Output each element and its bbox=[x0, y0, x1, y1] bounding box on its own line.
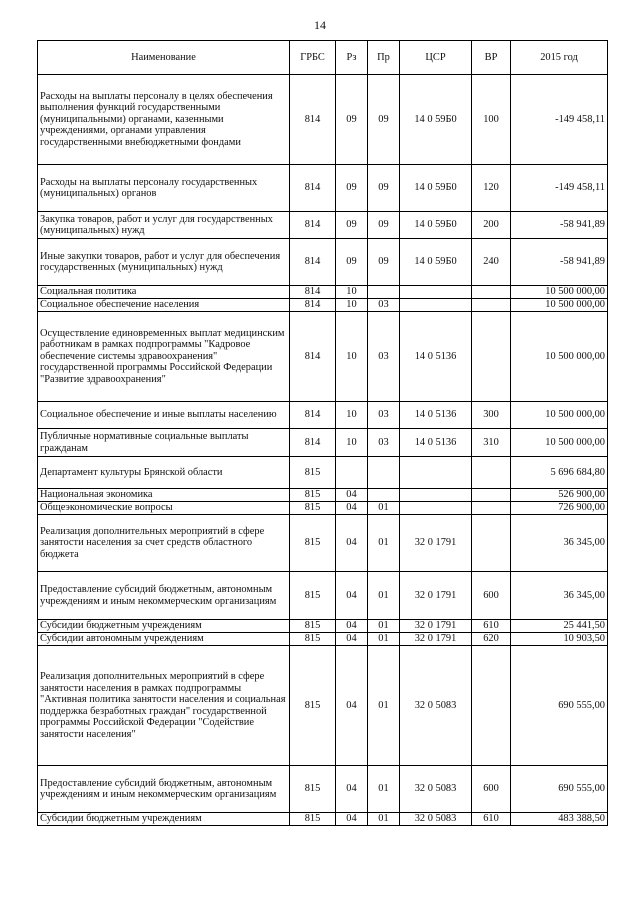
table-row bbox=[38, 286, 608, 299]
table-row bbox=[38, 429, 608, 457]
row-name: Социальное обеспечение и иные выплаты населению bbox=[38, 402, 290, 429]
row-amount: -149 458,11 bbox=[511, 165, 608, 212]
table-row bbox=[38, 165, 608, 212]
table-row bbox=[38, 489, 608, 502]
row-grbs: 814 bbox=[290, 429, 336, 457]
row-grbs: 814 bbox=[290, 299, 336, 312]
table-row bbox=[38, 502, 608, 515]
row-rz: 10 bbox=[336, 299, 368, 312]
header-rz: Рз bbox=[336, 41, 368, 75]
row-rz: 10 bbox=[336, 429, 368, 457]
row-csr bbox=[400, 286, 472, 299]
row-vr bbox=[472, 312, 511, 402]
row-amount: -58 941,89 bbox=[511, 239, 608, 286]
row-vr: 200 bbox=[472, 212, 511, 239]
row-vr: 600 bbox=[472, 572, 511, 620]
row-rz: 04 bbox=[336, 572, 368, 620]
row-name: Национальная экономика bbox=[38, 489, 290, 502]
row-name: Расходы на выплаты персоналу государственных (муниципальных) органов bbox=[38, 165, 290, 212]
row-grbs: 814 bbox=[290, 312, 336, 402]
row-csr bbox=[400, 489, 472, 502]
row-grbs: 815 bbox=[290, 646, 336, 766]
row-vr bbox=[472, 515, 511, 572]
row-csr: 14 0 59Б0 bbox=[400, 165, 472, 212]
row-pr: 01 bbox=[368, 766, 400, 813]
row-rz: 09 bbox=[336, 239, 368, 286]
row-rz: 10 bbox=[336, 402, 368, 429]
row-vr: 120 bbox=[472, 165, 511, 212]
row-grbs: 815 bbox=[290, 620, 336, 633]
row-pr: 09 bbox=[368, 239, 400, 286]
row-pr bbox=[368, 489, 400, 502]
row-rz: 04 bbox=[336, 766, 368, 813]
row-amount: 726 900,00 bbox=[511, 502, 608, 515]
row-csr: 14 0 59Б0 bbox=[400, 212, 472, 239]
row-vr bbox=[472, 286, 511, 299]
row-csr: 14 0 5136 bbox=[400, 402, 472, 429]
header-year: 2015 год bbox=[511, 41, 608, 75]
row-name: Предоставление субсидий бюджетным, автономным учреждениям и иным некоммерческим организациям bbox=[38, 766, 290, 813]
row-vr: 610 bbox=[472, 620, 511, 633]
row-amount: 10 500 000,00 bbox=[511, 299, 608, 312]
row-name: Расходы на выплаты персоналу в целях обеспечения выполнения функций государственными (муниципальными) органами, казенными учреждениями, органами управления государственными внебюджетными фондами bbox=[38, 75, 290, 165]
row-rz: 10 bbox=[336, 312, 368, 402]
row-name: Осуществление единовременных выплат медицинским работникам в рамках подпрограммы "Кадровое обеспечение системы здравоохранения" государственной программы Российской Федерации "Развитие здравоохранения" bbox=[38, 312, 290, 402]
table-row bbox=[38, 515, 608, 572]
header-vr: ВР bbox=[472, 41, 511, 75]
table-row bbox=[38, 212, 608, 239]
row-csr: 14 0 5136 bbox=[400, 312, 472, 402]
row-pr: 03 bbox=[368, 402, 400, 429]
row-vr: 300 bbox=[472, 402, 511, 429]
row-grbs: 814 bbox=[290, 402, 336, 429]
row-grbs: 815 bbox=[290, 489, 336, 502]
row-vr: 310 bbox=[472, 429, 511, 457]
row-vr: 100 bbox=[472, 75, 511, 165]
row-vr: 240 bbox=[472, 239, 511, 286]
row-amount: 25 441,50 bbox=[511, 620, 608, 633]
row-amount: 690 555,00 bbox=[511, 646, 608, 766]
row-rz: 04 bbox=[336, 620, 368, 633]
row-vr bbox=[472, 489, 511, 502]
row-amount: 5 696 684,80 bbox=[511, 457, 608, 489]
table-row bbox=[38, 75, 608, 165]
header-grbs: ГРБС bbox=[290, 41, 336, 75]
header-csr: ЦСР bbox=[400, 41, 472, 75]
row-name: Субсидии бюджетным учреждениям bbox=[38, 620, 290, 633]
row-grbs: 814 bbox=[290, 212, 336, 239]
row-csr: 32 0 5083 bbox=[400, 646, 472, 766]
row-grbs: 815 bbox=[290, 813, 336, 826]
row-csr bbox=[400, 299, 472, 312]
row-vr bbox=[472, 299, 511, 312]
row-rz: 04 bbox=[336, 489, 368, 502]
row-pr: 09 bbox=[368, 75, 400, 165]
table-row bbox=[38, 299, 608, 312]
row-amount: 10 500 000,00 bbox=[511, 429, 608, 457]
table-row bbox=[38, 312, 608, 402]
row-amount: -149 458,11 bbox=[511, 75, 608, 165]
row-pr bbox=[368, 286, 400, 299]
row-name: Общеэкономические вопросы bbox=[38, 502, 290, 515]
row-rz: 04 bbox=[336, 646, 368, 766]
row-pr: 03 bbox=[368, 429, 400, 457]
row-amount: 10 903,50 bbox=[511, 633, 608, 646]
row-csr: 14 0 5136 bbox=[400, 429, 472, 457]
row-grbs: 814 bbox=[290, 75, 336, 165]
header-name: Наименование bbox=[38, 41, 290, 75]
row-csr: 14 0 59Б0 bbox=[400, 75, 472, 165]
row-grbs: 815 bbox=[290, 515, 336, 572]
row-grbs: 815 bbox=[290, 572, 336, 620]
row-name: Департамент культуры Брянской области bbox=[38, 457, 290, 489]
row-amount: 690 555,00 bbox=[511, 766, 608, 813]
table-row bbox=[38, 572, 608, 620]
row-pr: 01 bbox=[368, 502, 400, 515]
row-pr: 01 bbox=[368, 813, 400, 826]
table-row bbox=[38, 766, 608, 813]
row-name: Реализация дополнительных мероприятий в сфере занятости населения за счет средств областного бюджета bbox=[38, 515, 290, 572]
row-vr bbox=[472, 646, 511, 766]
header-pr: Пр bbox=[368, 41, 400, 75]
row-name: Публичные нормативные социальные выплаты гражданам bbox=[38, 429, 290, 457]
page-number: 14 bbox=[314, 18, 326, 32]
row-pr: 09 bbox=[368, 212, 400, 239]
row-vr: 620 bbox=[472, 633, 511, 646]
row-pr: 03 bbox=[368, 312, 400, 402]
row-grbs: 815 bbox=[290, 502, 336, 515]
row-csr: 32 0 1791 bbox=[400, 620, 472, 633]
row-name: Закупка товаров, работ и услуг для государственных (муниципальных) нужд bbox=[38, 212, 290, 239]
row-name: Иные закупки товаров, работ и услуг для обеспечения государственных (муниципальных) нужд bbox=[38, 239, 290, 286]
row-rz: 09 bbox=[336, 165, 368, 212]
header-row bbox=[38, 41, 608, 75]
row-csr bbox=[400, 502, 472, 515]
table-row bbox=[38, 457, 608, 489]
row-rz: 04 bbox=[336, 502, 368, 515]
table-row bbox=[38, 633, 608, 646]
row-amount: -58 941,89 bbox=[511, 212, 608, 239]
row-pr: 01 bbox=[368, 633, 400, 646]
row-pr: 01 bbox=[368, 646, 400, 766]
row-pr: 01 bbox=[368, 620, 400, 633]
row-csr bbox=[400, 457, 472, 489]
row-grbs: 815 bbox=[290, 766, 336, 813]
row-grbs: 814 bbox=[290, 165, 336, 212]
row-rz: 04 bbox=[336, 813, 368, 826]
row-csr: 32 0 1791 bbox=[400, 633, 472, 646]
row-csr: 32 0 5083 bbox=[400, 766, 472, 813]
row-grbs: 815 bbox=[290, 457, 336, 489]
table-row bbox=[38, 646, 608, 766]
row-csr: 32 0 1791 bbox=[400, 572, 472, 620]
row-vr: 600 bbox=[472, 766, 511, 813]
row-name: Субсидии автономным учреждениям bbox=[38, 633, 290, 646]
row-rz bbox=[336, 457, 368, 489]
row-name: Реализация дополнительных мероприятий в сфере занятости населения в рамках подпрограммы "Активная политика занятости населения и социальная поддержка безработных граждан" государственной программы Российской Федерации "Содействие занятости населения" bbox=[38, 646, 290, 766]
row-csr: 32 0 1791 bbox=[400, 515, 472, 572]
row-amount: 483 388,50 bbox=[511, 813, 608, 826]
row-name: Субсидии бюджетным учреждениям bbox=[38, 813, 290, 826]
row-grbs: 814 bbox=[290, 239, 336, 286]
row-amount: 10 500 000,00 bbox=[511, 286, 608, 299]
row-pr: 01 bbox=[368, 572, 400, 620]
row-amount: 36 345,00 bbox=[511, 515, 608, 572]
row-vr bbox=[472, 457, 511, 489]
row-vr: 610 bbox=[472, 813, 511, 826]
row-rz: 10 bbox=[336, 286, 368, 299]
row-amount: 526 900,00 bbox=[511, 489, 608, 502]
row-amount: 10 500 000,00 bbox=[511, 402, 608, 429]
row-vr bbox=[472, 502, 511, 515]
table-row bbox=[38, 620, 608, 633]
row-amount: 10 500 000,00 bbox=[511, 312, 608, 402]
row-pr: 01 bbox=[368, 515, 400, 572]
row-csr: 32 0 5083 bbox=[400, 813, 472, 826]
row-amount: 36 345,00 bbox=[511, 572, 608, 620]
row-rz: 09 bbox=[336, 75, 368, 165]
table-row bbox=[38, 813, 608, 826]
table-row bbox=[38, 239, 608, 286]
row-grbs: 815 bbox=[290, 633, 336, 646]
row-name: Предоставление субсидий бюджетным, автономным учреждениям и иным некоммерческим организациям bbox=[38, 572, 290, 620]
row-name: Социальная политика bbox=[38, 286, 290, 299]
row-pr bbox=[368, 457, 400, 489]
row-pr: 09 bbox=[368, 165, 400, 212]
budget-table bbox=[37, 40, 608, 826]
table-row bbox=[38, 402, 608, 429]
row-rz: 09 bbox=[336, 212, 368, 239]
row-pr: 03 bbox=[368, 299, 400, 312]
row-name: Социальное обеспечение населения bbox=[38, 299, 290, 312]
row-rz: 04 bbox=[336, 515, 368, 572]
row-csr: 14 0 59Б0 bbox=[400, 239, 472, 286]
row-rz: 04 bbox=[336, 633, 368, 646]
row-grbs: 814 bbox=[290, 286, 336, 299]
